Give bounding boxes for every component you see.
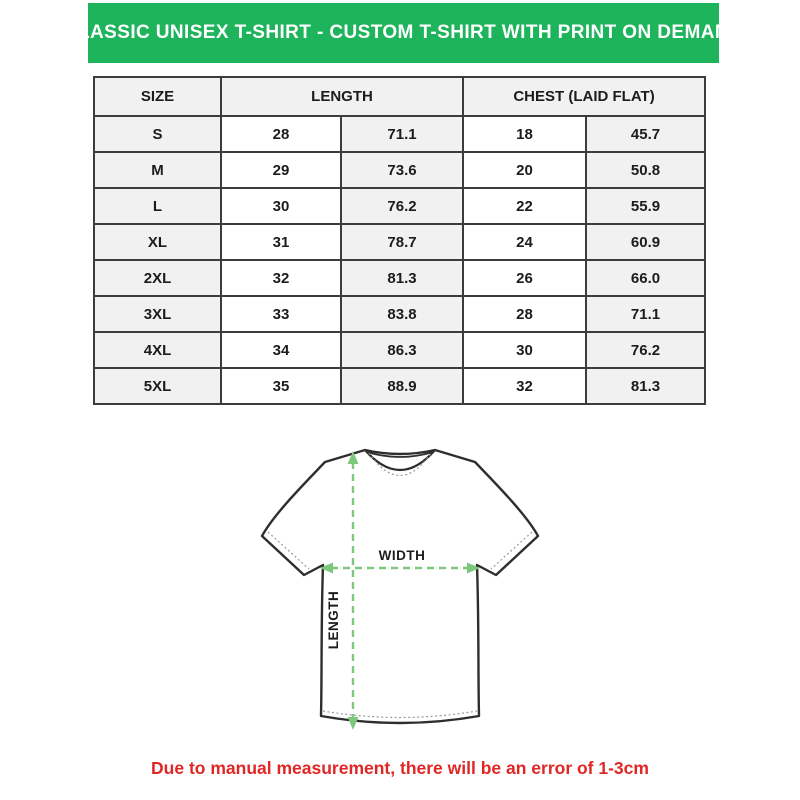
chest-cm-cell: 45.7 [586,116,705,152]
length-label: LENGTH [326,590,341,650]
page-title: CLASSIC UNISEX T-SHIRT - CUSTOM T-SHIRT WITH PRINT ON DEMAND [63,22,744,43]
size-table-row [94,152,705,188]
length-in-cell: 32 [221,260,341,296]
disclaimer-text: Due to manual measurement, there will be an error of 1-3cm [151,758,649,778]
chest-in-cell: 28 [463,296,586,332]
chest-cm-cell: 76.2 [586,332,705,368]
chest-in-cell: 26 [463,260,586,296]
chest-in-cell: 24 [463,224,586,260]
length-cm-cell: 78.7 [341,224,463,260]
size-table-row [94,296,705,332]
length-cm-cell: 83.8 [341,296,463,332]
chest-in-cell: 18 [463,116,586,152]
size-cell: 3XL [94,296,221,332]
chest-cm-cell: 50.8 [586,152,705,188]
chest-in-cell: 30 [463,332,586,368]
tshirt-outline [262,450,538,723]
chest-in-cell: 22 [463,188,586,224]
length-cm-cell: 76.2 [341,188,463,224]
chest-cm-cell: 81.3 [586,368,705,404]
measurement-disclaimer [0,758,800,779]
width-label: WIDTH [378,548,426,563]
column-header-size: SIZE [94,77,221,116]
length-cm-cell: 86.3 [341,332,463,368]
size-table-header-row [94,77,705,116]
chest-cm-cell: 66.0 [586,260,705,296]
length-cm-cell: 73.6 [341,152,463,188]
column-header-chest: CHEST (LAID FLAT) [463,77,705,116]
length-in-cell: 35 [221,368,341,404]
chest-cm-cell: 60.9 [586,224,705,260]
length-in-cell: 34 [221,332,341,368]
size-cell: M [94,152,221,188]
chest-cm-cell: 55.9 [586,188,705,224]
size-table-row [94,368,705,404]
size-cell: 5XL [94,368,221,404]
size-table-row [94,332,705,368]
length-in-cell: 33 [221,296,341,332]
size-cell: L [94,188,221,224]
chest-in-cell: 20 [463,152,586,188]
length-in-cell: 30 [221,188,341,224]
title-banner [63,3,744,63]
size-table-row [94,224,705,260]
length-cm-cell: 71.1 [341,116,463,152]
tshirt-measurement-diagram [230,428,570,738]
length-in-cell: 28 [221,116,341,152]
size-cell: 4XL [94,332,221,368]
length-in-cell: 31 [221,224,341,260]
size-cell: 2XL [94,260,221,296]
size-table [93,76,706,405]
size-table-row [94,188,705,224]
size-cell: XL [94,224,221,260]
length-in-cell: 29 [221,152,341,188]
length-cm-cell: 88.9 [341,368,463,404]
size-table-row [94,260,705,296]
length-cm-cell: 81.3 [341,260,463,296]
size-table-row [94,116,705,152]
column-header-length: LENGTH [221,77,463,116]
size-cell: S [94,116,221,152]
chest-in-cell: 32 [463,368,586,404]
chest-cm-cell: 71.1 [586,296,705,332]
arrowhead-down-icon [348,717,359,730]
